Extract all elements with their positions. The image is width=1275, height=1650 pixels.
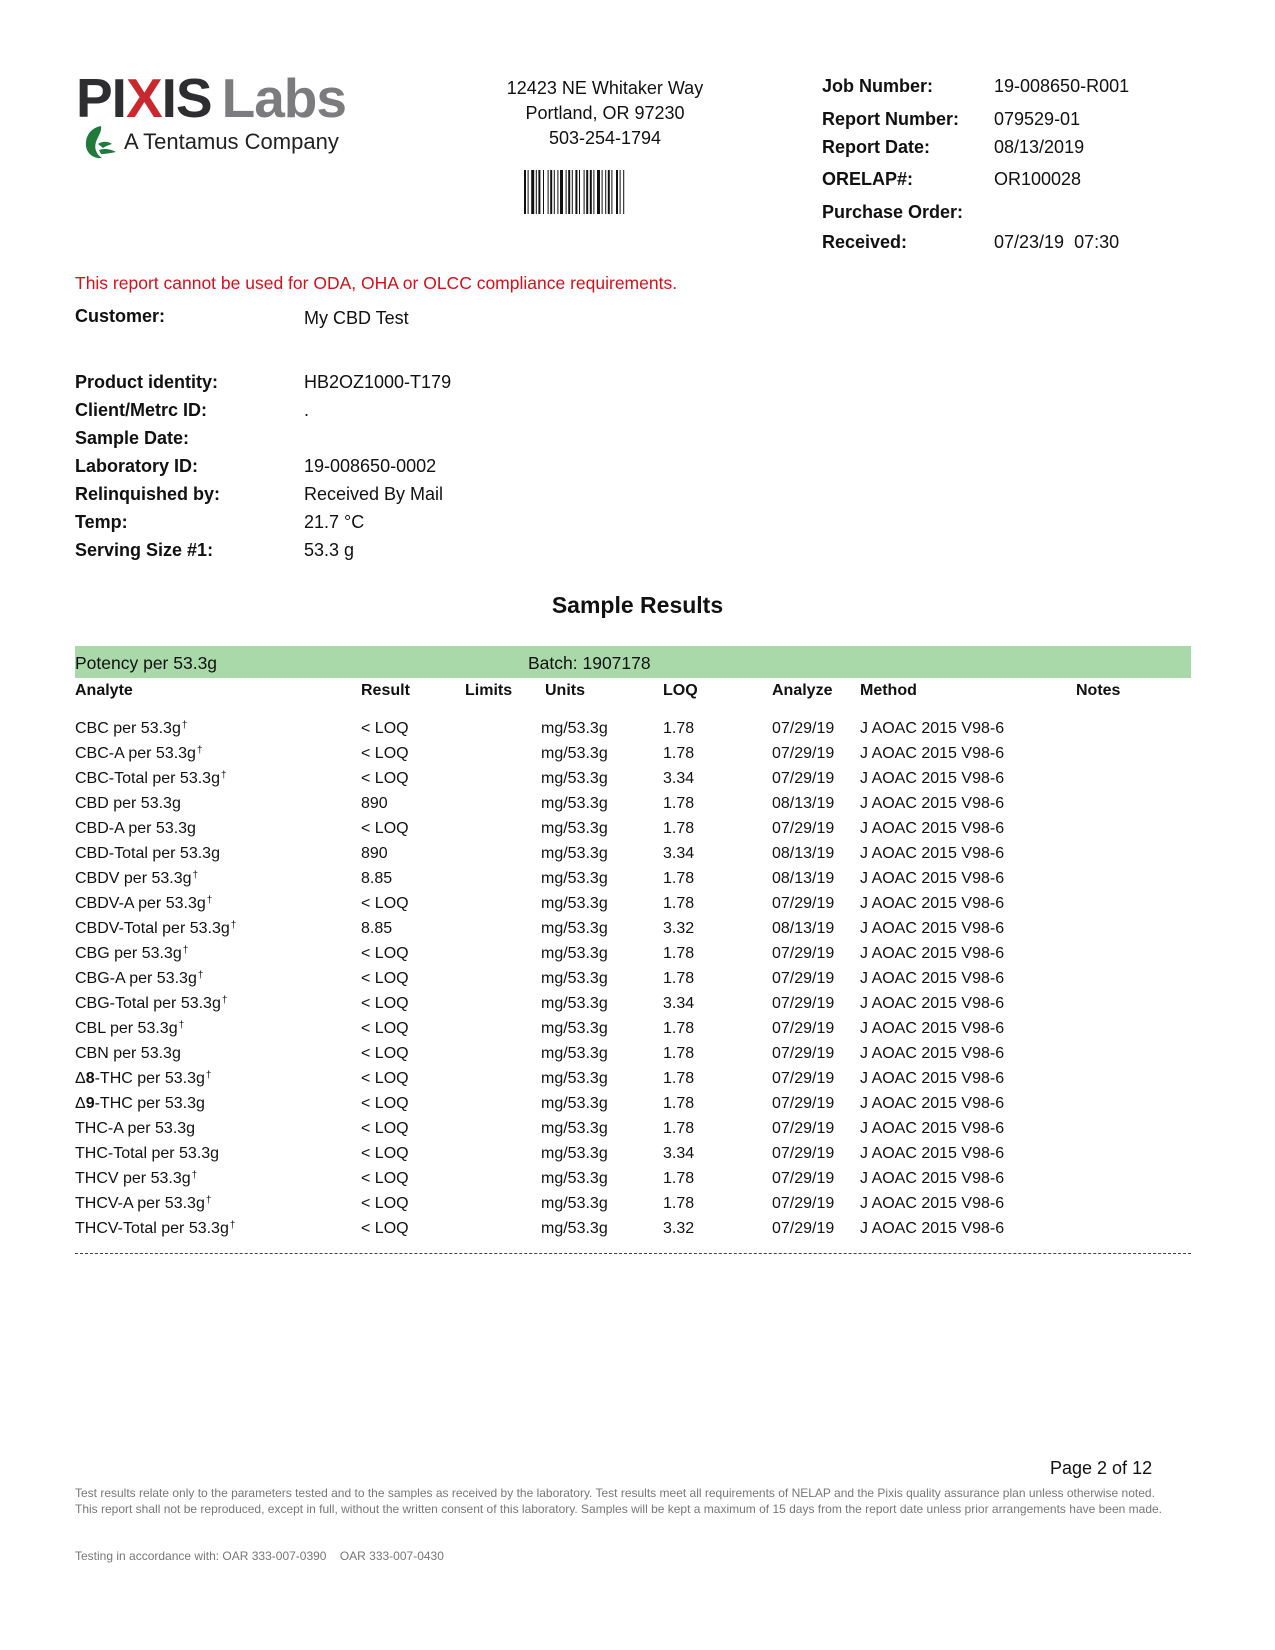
loq-cell: 1.78: [663, 1120, 695, 1137]
result-cell: 890: [361, 795, 388, 812]
analyte-name: CBG-Total per 53.3g: [75, 995, 221, 1012]
method-cell: J AOAC 2015 V98-6: [860, 1020, 1005, 1037]
loq-cell: 1.78: [663, 895, 695, 912]
dagger-footnote-mark: †: [205, 1195, 212, 1206]
method-cell: J AOAC 2015 V98-6: [860, 795, 1005, 812]
analyte-cell: [75, 1170, 197, 1188]
method-cell: J AOAC 2015 V98-6: [860, 1145, 1005, 1162]
result-cell: < LOQ: [361, 945, 409, 962]
result-cell: 8.85: [361, 920, 393, 937]
loq-cell: 1.78: [663, 1020, 695, 1037]
result-cell: 8.85: [361, 870, 393, 887]
analyte-name: CBDV-A per 53.3g: [75, 895, 206, 912]
result-cell: < LOQ: [361, 1070, 409, 1087]
dagger-footnote-mark: †: [191, 1170, 198, 1181]
col-limits: Limits: [465, 682, 513, 699]
loq-cell: 1.78: [663, 1045, 695, 1062]
pixis-labs-logo: [76, 67, 376, 160]
analyte-name: CBD-A per 53.3g: [75, 820, 196, 837]
loq-cell: 1.78: [663, 820, 695, 837]
loq-cell: 1.78: [663, 1095, 695, 1112]
dagger-footnote-mark: †: [205, 1070, 212, 1081]
units-cell: mg/53.3g: [541, 970, 608, 987]
dagger-footnote-mark: †: [229, 1220, 236, 1231]
table-row: [0, 1220, 1275, 1245]
table-row: [0, 1120, 1275, 1145]
method-cell: J AOAC 2015 V98-6: [860, 970, 1005, 987]
footer-testing-regulations: Testing in accordance with: OAR 333-007-0390 OAR 333-007-0430: [75, 1549, 444, 1563]
analyte-cell: [75, 1120, 196, 1138]
table-row: [0, 920, 1275, 945]
analyte-name: -THC per 53.3g: [94, 1070, 205, 1087]
method-cell: J AOAC 2015 V98-6: [860, 870, 1005, 887]
result-cell: < LOQ: [361, 995, 409, 1012]
col-analyze: Analyze: [772, 682, 833, 699]
units-cell: mg/53.3g: [541, 1070, 608, 1087]
table-row: [0, 1020, 1275, 1045]
analyte-cell: [75, 1070, 211, 1088]
units-cell: mg/53.3g: [541, 1120, 608, 1137]
table-row: [0, 945, 1275, 970]
analyte-name: THCV per 53.3g: [75, 1170, 191, 1187]
method-cell: J AOAC 2015 V98-6: [860, 770, 1005, 787]
section-label: Potency per 53.3g: [75, 653, 218, 673]
analyze-date-cell: 07/29/19: [772, 1195, 835, 1212]
analyte-cell: [75, 1045, 182, 1063]
analyte-cell: [75, 1020, 184, 1038]
delta-symbol: Δ: [75, 1095, 86, 1112]
result-cell: < LOQ: [361, 720, 409, 737]
table-row: [0, 745, 1275, 770]
analyte-name: CBD-Total per 53.3g: [75, 845, 220, 862]
address-city: Portland, OR 97230: [525, 103, 685, 123]
col-units: Units: [545, 682, 585, 699]
dagger-footnote-mark: †: [196, 745, 203, 756]
units-cell: mg/53.3g: [541, 1220, 608, 1237]
method-cell: J AOAC 2015 V98-6: [860, 895, 1005, 912]
table-row: [0, 970, 1275, 995]
units-cell: mg/53.3g: [541, 820, 608, 837]
method-cell: J AOAC 2015 V98-6: [860, 945, 1005, 962]
analyze-date-cell: 07/29/19: [772, 770, 835, 787]
loq-cell: 3.32: [663, 1220, 695, 1237]
dagger-footnote-mark: †: [182, 945, 189, 956]
method-cell: J AOAC 2015 V98-6: [860, 920, 1005, 937]
analyze-date-cell: 07/29/19: [772, 1170, 835, 1187]
batch-label: Batch: 1907178: [528, 653, 651, 673]
units-cell: mg/53.3g: [541, 1145, 608, 1162]
result-cell: < LOQ: [361, 820, 409, 837]
result-cell: < LOQ: [361, 1095, 409, 1112]
col-result: Result: [361, 682, 410, 699]
analyte-cell: [75, 1145, 220, 1163]
analyte-name: CBC-Total per 53.3g: [75, 770, 220, 787]
analyte-cell: [75, 945, 188, 963]
result-cell: < LOQ: [361, 1195, 409, 1212]
method-cell: J AOAC 2015 V98-6: [860, 1095, 1005, 1112]
table-end-divider: [75, 1253, 1191, 1254]
analyte-cell: [75, 870, 198, 888]
delta-number: 9: [85, 1095, 95, 1112]
method-cell: J AOAC 2015 V98-6: [860, 1170, 1005, 1187]
table-row: [0, 1070, 1275, 1095]
units-cell: mg/53.3g: [541, 770, 608, 787]
analyte-cell: [75, 895, 212, 913]
analyze-date-cell: 07/29/19: [772, 720, 835, 737]
method-cell: J AOAC 2015 V98-6: [860, 820, 1005, 837]
table-row: [0, 895, 1275, 920]
analyte-name: -THC per 53.3g: [94, 1095, 205, 1112]
analyte-cell: [75, 795, 182, 813]
table-row: [0, 1095, 1275, 1120]
table-row: [0, 845, 1275, 870]
analyze-date-cell: 07/29/19: [772, 1070, 835, 1087]
units-cell: mg/53.3g: [541, 895, 608, 912]
table-row: [0, 1170, 1275, 1195]
dagger-footnote-mark: †: [206, 895, 213, 906]
table-row: [0, 1145, 1275, 1170]
method-cell: J AOAC 2015 V98-6: [860, 1195, 1005, 1212]
result-cell: < LOQ: [361, 745, 409, 762]
loq-cell: 1.78: [663, 970, 695, 987]
delta-symbol: Δ: [75, 1070, 86, 1087]
analyte-name: CBC-A per 53.3g: [75, 745, 196, 762]
units-cell: mg/53.3g: [541, 1170, 608, 1187]
analyze-date-cell: 08/13/19: [772, 845, 835, 862]
result-cell: < LOQ: [361, 770, 409, 787]
method-cell: J AOAC 2015 V98-6: [860, 1070, 1005, 1087]
table-row: [0, 870, 1275, 895]
result-cell: < LOQ: [361, 970, 409, 987]
analyte-cell: [75, 1195, 211, 1213]
analyze-date-cell: 08/13/19: [772, 795, 835, 812]
dagger-footnote-mark: †: [192, 870, 199, 881]
analyte-name: THC-Total per 53.3g: [75, 1145, 220, 1162]
dagger-footnote-mark: †: [181, 720, 188, 731]
analyze-date-cell: 07/29/19: [772, 995, 835, 1012]
analyze-date-cell: 07/29/19: [772, 1120, 835, 1137]
loq-cell: 3.34: [663, 845, 695, 862]
analyte-cell: [75, 720, 187, 738]
analyte-name: THCV-Total per 53.3g: [75, 1220, 229, 1237]
logo-tagline: A Tentamus Company: [84, 122, 339, 162]
analyze-date-cell: 07/29/19: [772, 1045, 835, 1062]
analyze-date-cell: 07/29/19: [772, 1220, 835, 1237]
table-row: [0, 1195, 1275, 1220]
analyte-cell: [75, 770, 227, 788]
method-cell: J AOAC 2015 V98-6: [860, 720, 1005, 737]
method-cell: J AOAC 2015 V98-6: [860, 995, 1005, 1012]
analyte-cell: [75, 820, 197, 838]
units-cell: mg/53.3g: [541, 870, 608, 887]
analyte-name: CBN per 53.3g: [75, 1045, 181, 1062]
sample-results-title: Sample Results: [551, 592, 724, 618]
result-cell: < LOQ: [361, 895, 409, 912]
analyte-name: CBL per 53.3g: [75, 1020, 178, 1037]
table-row: [0, 770, 1275, 795]
analyte-cell: [75, 970, 203, 988]
analyte-cell: [75, 1220, 235, 1238]
analyte-name: CBDV per 53.3g: [75, 870, 192, 887]
table-row: [0, 995, 1275, 1020]
table-row: [0, 1045, 1275, 1070]
units-cell: mg/53.3g: [541, 745, 608, 762]
address-phone: 503-254-1794: [548, 128, 662, 148]
delta-number: 8: [85, 1070, 95, 1087]
compliance-warning: This report cannot be used for ODA, OHA or OLCC compliance requirements.: [75, 273, 678, 293]
analyte-cell: [75, 1095, 206, 1113]
result-cell: 890: [361, 845, 388, 862]
col-analyte: Analyte: [75, 682, 133, 699]
loq-cell: 3.32: [663, 920, 695, 937]
loq-cell: 3.34: [663, 770, 695, 787]
method-cell: J AOAC 2015 V98-6: [860, 845, 1005, 862]
analyte-name: CBG per 53.3g: [75, 945, 182, 962]
loq-cell: 1.78: [663, 1170, 695, 1187]
analyze-date-cell: 07/29/19: [772, 895, 835, 912]
analyte-name: CBG-A per 53.3g: [75, 970, 197, 987]
dagger-footnote-mark: †: [221, 995, 228, 1006]
units-cell: mg/53.3g: [541, 795, 608, 812]
loq-cell: 1.78: [663, 1070, 695, 1087]
units-cell: mg/53.3g: [541, 1045, 608, 1062]
units-cell: mg/53.3g: [541, 945, 608, 962]
analyte-name: THCV-A per 53.3g: [75, 1195, 205, 1212]
dagger-footnote-mark: †: [197, 970, 204, 981]
analyte-name: CBC per 53.3g: [75, 720, 181, 737]
units-cell: mg/53.3g: [541, 720, 608, 737]
dagger-footnote-mark: †: [178, 1020, 185, 1031]
result-cell: < LOQ: [361, 1145, 409, 1162]
analyze-date-cell: 07/29/19: [772, 1095, 835, 1112]
result-cell: < LOQ: [361, 1120, 409, 1137]
analyze-date-cell: 08/13/19: [772, 870, 835, 887]
result-cell: < LOQ: [361, 1220, 409, 1237]
method-cell: J AOAC 2015 V98-6: [860, 1045, 1005, 1062]
table-row: [0, 795, 1275, 820]
analyze-date-cell: 08/13/19: [772, 920, 835, 937]
dagger-footnote-mark: †: [220, 770, 227, 781]
analyze-date-cell: 07/29/19: [772, 1020, 835, 1037]
loq-cell: 1.78: [663, 945, 695, 962]
units-cell: mg/53.3g: [541, 920, 608, 937]
analyze-date-cell: 07/29/19: [772, 970, 835, 987]
result-cell: < LOQ: [361, 1045, 409, 1062]
analyte-name: CBDV-Total per 53.3g: [75, 920, 230, 937]
result-cell: < LOQ: [361, 1170, 409, 1187]
method-cell: J AOAC 2015 V98-6: [860, 745, 1005, 762]
dagger-footnote-mark: †: [230, 920, 237, 931]
units-cell: mg/53.3g: [541, 1020, 608, 1037]
loq-cell: 1.78: [663, 745, 695, 762]
col-loq: LOQ: [663, 682, 698, 699]
table-row: [0, 720, 1275, 745]
logo-wordmark: PIXIS Labs: [76, 67, 346, 129]
units-cell: mg/53.3g: [541, 995, 608, 1012]
analyze-date-cell: 07/29/19: [772, 745, 835, 762]
analyze-date-cell: 07/29/19: [772, 945, 835, 962]
result-cell: < LOQ: [361, 1020, 409, 1037]
page-number: Page 2 of 12: [1050, 1458, 1153, 1478]
analyze-date-cell: 07/29/19: [772, 1145, 835, 1162]
analyze-date-cell: 07/29/19: [772, 820, 835, 837]
footer-disclaimer: Test results relate only to the parameters tested and to the samples as received by the laboratory. Test results meet all requirements of NELAP and the Pixis quality assurance plan unless otherwise noted. This report shall not be reproduced, except in full, without the written consent of this laboratory. Samples will be kept a maximum of 15 days from the report date unless prior arrangements have been made.: [75, 1486, 1163, 1516]
analyte-cell: [75, 995, 227, 1013]
potency-section-header: [75, 646, 1191, 678]
barcode-icon: [524, 170, 667, 214]
loq-cell: 3.34: [663, 995, 695, 1012]
method-cell: J AOAC 2015 V98-6: [860, 1220, 1005, 1237]
col-method: Method: [860, 682, 917, 699]
lab-address: [470, 76, 740, 151]
loq-cell: 1.78: [663, 720, 695, 737]
method-cell: J AOAC 2015 V98-6: [860, 1120, 1005, 1137]
analyte-name: CBD per 53.3g: [75, 795, 181, 812]
loq-cell: 1.78: [663, 795, 695, 812]
address-street: 12423 NE Whitaker Way: [506, 78, 704, 98]
analyte-cell: [75, 920, 236, 938]
col-notes: Notes: [1076, 682, 1121, 699]
units-cell: mg/53.3g: [541, 1195, 608, 1212]
table-row: [0, 820, 1275, 845]
analyte-cell: [75, 745, 203, 763]
units-cell: mg/53.3g: [541, 845, 608, 862]
loq-cell: 1.78: [663, 870, 695, 887]
analyte-name: THC-A per 53.3g: [75, 1120, 196, 1137]
analyte-cell: [75, 845, 221, 863]
loq-cell: 1.78: [663, 1195, 695, 1212]
units-cell: mg/53.3g: [541, 1095, 608, 1112]
loq-cell: 3.34: [663, 1145, 695, 1162]
leaf-logo-icon: [84, 124, 118, 160]
